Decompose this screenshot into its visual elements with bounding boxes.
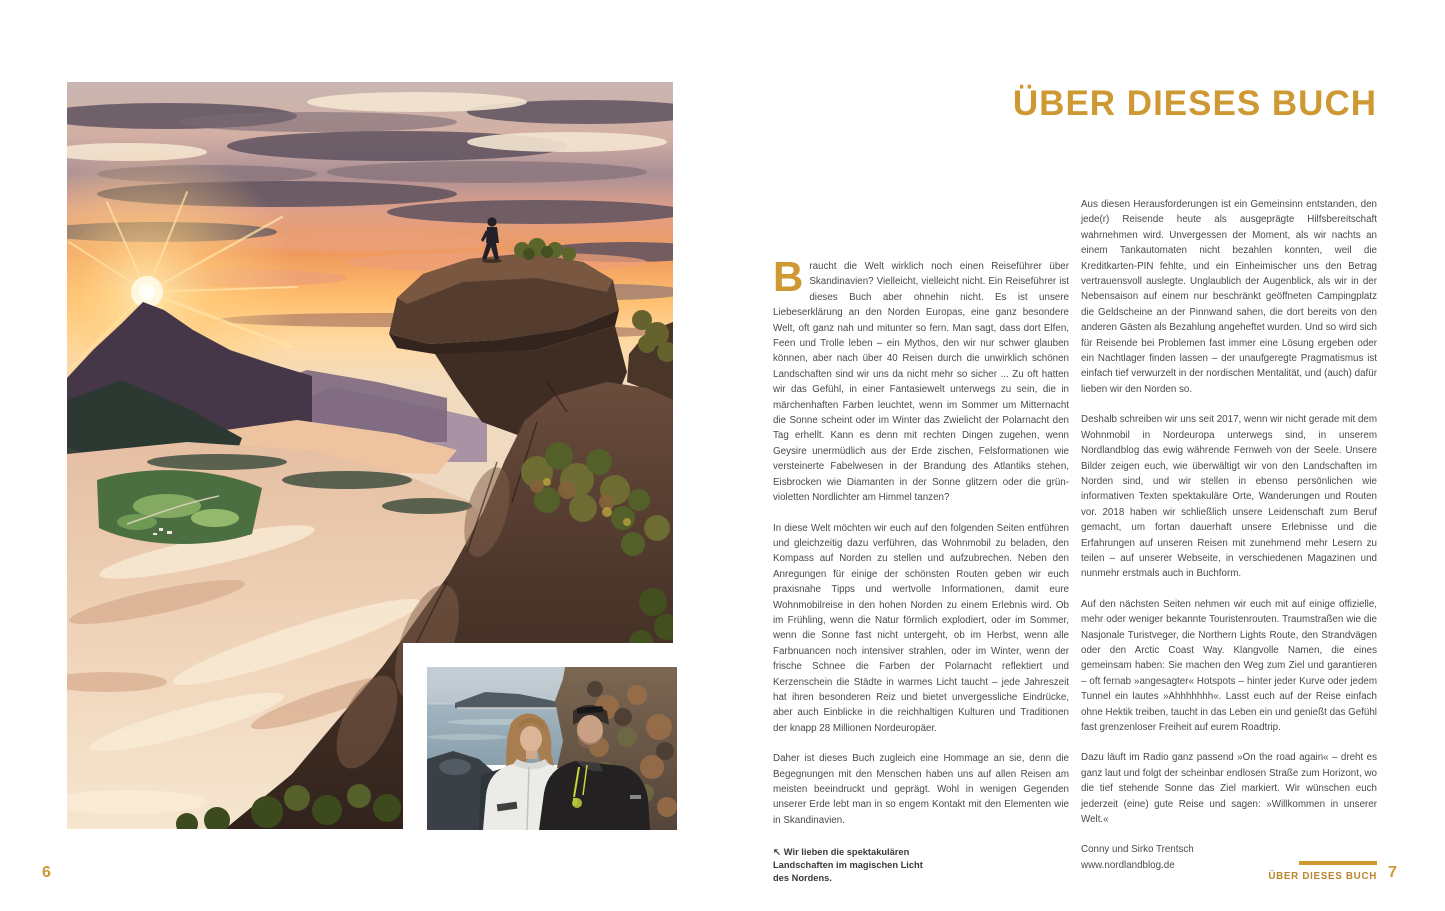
paragraph: In diese Welt möchten wir euch auf den folgenden Seiten entführen und gleichzeitig dazu verführen, das Wohnmobil zu beladen, den Kompass auf Norden zu stellen und aufzubrechen. Neben den Anregungen für einige der schönsten Routen geben wir euch praxisnahe Tipps und wertvolle Informationen, damit eure Wohnmobilreise in den hohen Norden zu einem Erlebnis wird. Ob im Frühling, wenn die Natur förmlich explodiert, oder im Sommer, wenn die Sonne fast nicht untergeht, ob im Herbst, wenn alle Farbnuancen noch intensiver strahlen, oder im Winter, wenn der frische Schnee die Farben der Polarnacht reflektiert und Kerzenschein die Städte in warmes Licht taucht – jede Jahreszeit hat ihren besonderen Reiz und bietet unvergessliche Eindrücke, aber auch Einblicke in die reichhaltigen Kulturen und Traditionen der knapp 28 Millionen Nordeuropäer.	[773, 522, 1069, 734]
page-number-left: 6	[42, 864, 51, 881]
authors-couple-photo	[427, 667, 677, 830]
paragraph: Daher ist dieses Buch zugleich eine Hommage an sie, denn die Begegnungen mit den Menschen haben uns auf allen Reisen am meisten beeindruckt und geprägt. Wohl in wenigen Gegenden unserer Erde lebt man in so engem Kontakt mit den Elementen wie in Skandinavien.	[773, 753, 1069, 826]
footer-chapter-label: ÜBER DIESES BUCH	[1268, 871, 1377, 882]
paragraph: Auf den nächsten Seiten nehmen wir euch mit auf einige offizielle, mehr oder weniger bekannte Touristenrouten. Traumstraßen wie die Nasjonale Turistveger, die Northern Lights Route, den Strandvägen oder den Arctic Coast Way. Klangvolle Namen, die eines gemeinsam haben: Sie machen den Weg zum Ziel und garantieren – oft fernab »angesagter« Hotspots – hinter jeder Kurve oder jedem Tunnel ein lautes »Ahhhhhhh«. Lasst euch auf der Reise einfach ohne Hektik treiben, taucht in das Leben ein und genießt das Gefühl fast grenzenloser Freiheit auf eurem Roadtrip.	[1081, 598, 1377, 733]
couple-coast-illustration	[427, 667, 677, 830]
author-website: www.nordlandblog.de	[1081, 859, 1175, 871]
paragraph-text: raucht die Welt wirklich noch einen Reiseführer über Skandinavien? Vielleicht, vielleicht nicht. Ein Reiseführer ist dieses Buch aber ohnehin nicht. Es ist unsere Liebeserklärung an den Norden Europas, eine ganz besondere Welt, oft ganz nah und mitunter so fern. Man sagt, dass dort Elfen, Feen und Trolle leben – ein Mythos, den wir nur schwer glauben können, aber nach über 40 Reisen durch die unwirklich schönen Landschaften sind wir uns da nicht mehr so sicher ... Zu oft hatten wir das Gefühl, in einer Fantasiewelt unterwegs zu sein, die in märchenhaften Farben leuchtet, wenn im Sommer um Mitternacht die Sonne scheint oder im Winter das Zwielicht der Polarnacht den Tag erhellt. Kann es denn mit rechten Dingen zugehen, wenn Geysire unermüdlich aus der Erde zischen, Felsformationen wie versteinerte Fabelwesen in der Brandung des Atlantiks stehen, Eisbrocken wie Diamanten in der Sonne glitzern oder die grün-violetten Nordlichter am Himmel tanzen?	[773, 261, 1069, 504]
paragraph: Dazu läuft im Radio ganz passend »On the road again« – dreht es ganz laut und folgt der scheinbar endlosen Straße zum Horizont, wo die tief stehende Sonne das Ziel markiert. Wir wünschen euch jederzeit (eine) gute Reise und sagen: »Willkommen in unserer Welt.«	[1081, 752, 1377, 826]
inset-photo-frame	[403, 643, 677, 830]
footer-rule	[1299, 861, 1377, 865]
paragraph	[773, 253, 1069, 506]
photo-caption	[773, 846, 923, 885]
paragraph: Deshalb schreiben wir uns seit 2017, wenn wir nicht gerade mit dem Wohnmobil in Nordeuropa unterwegs sind, in unserem Nordlandblog das ewig währende Fernweh von der Seele. Unsere Bilder zeigen euch, wie überwältigt wir von den Landschaften im Norden sind, und wir stellen in ebenso persönlichen wie informativen Texten spektakuläre Orte, Wanderungen und Routen vor. 2018 haben wir schließlich unsere Leidenschaft zum Beruf gemacht, um fortan dauerhaft unsere Erlebnisse und die Erfahrungen auf unseren Reisen mit zunehmend mehr Lesern zu teilen – auf unserer Webseite, in verschiedenen Magazinen und nunmehr erstmals auch in Buchform.	[1081, 414, 1377, 580]
drop-cap: B	[773, 253, 804, 300]
author-names: Conny und Sirko Trentsch	[1081, 844, 1194, 856]
paragraph: Aus diesen Herausforderungen ist ein Gemeinsinn entstanden, den jede(r) Reisende heute als ausgeprägte Hilfsbereitschaft wahrnehmen wird. Unvergessen der Moment, als wir nachts an einem Tankautomaten nicht bezahlen konnten, weil die Kreditkarten-PIN fehlte, und ein Einheimischer uns den Betrag vertrauensvoll auslegte. Unglaublich der Augenblick, als wir in der Nebensaison auf einem nur beschränkt geöffneten Campingplatz die Geldscheine an der Pinnwand sahen, die dort bereits von den anderen Gästen als Bezahlung angeheftet wurden. Und so wird sich für Reisende bei Problemen fast immer eine Lösung ergeben oder ein Nachtlager finden lassen – der unaufgeregte Pragmatismus ist einfach tief verwurzelt in der nordischen Mentalität, und (auch) dafür lieben wir den Norden so.	[1081, 199, 1377, 395]
article-column-1	[773, 253, 1069, 843]
page-title: ÜBER DIESES BUCH	[1012, 84, 1377, 123]
article-column-2	[1081, 197, 1377, 873]
arrow-up-left-icon: ↖	[773, 847, 781, 857]
page-number-right: 7	[1388, 864, 1397, 881]
footer-right	[1200, 861, 1377, 882]
caption-text: Wir lieben die spektakulären Landschaften im magischen Licht des Nordens.	[773, 847, 923, 883]
